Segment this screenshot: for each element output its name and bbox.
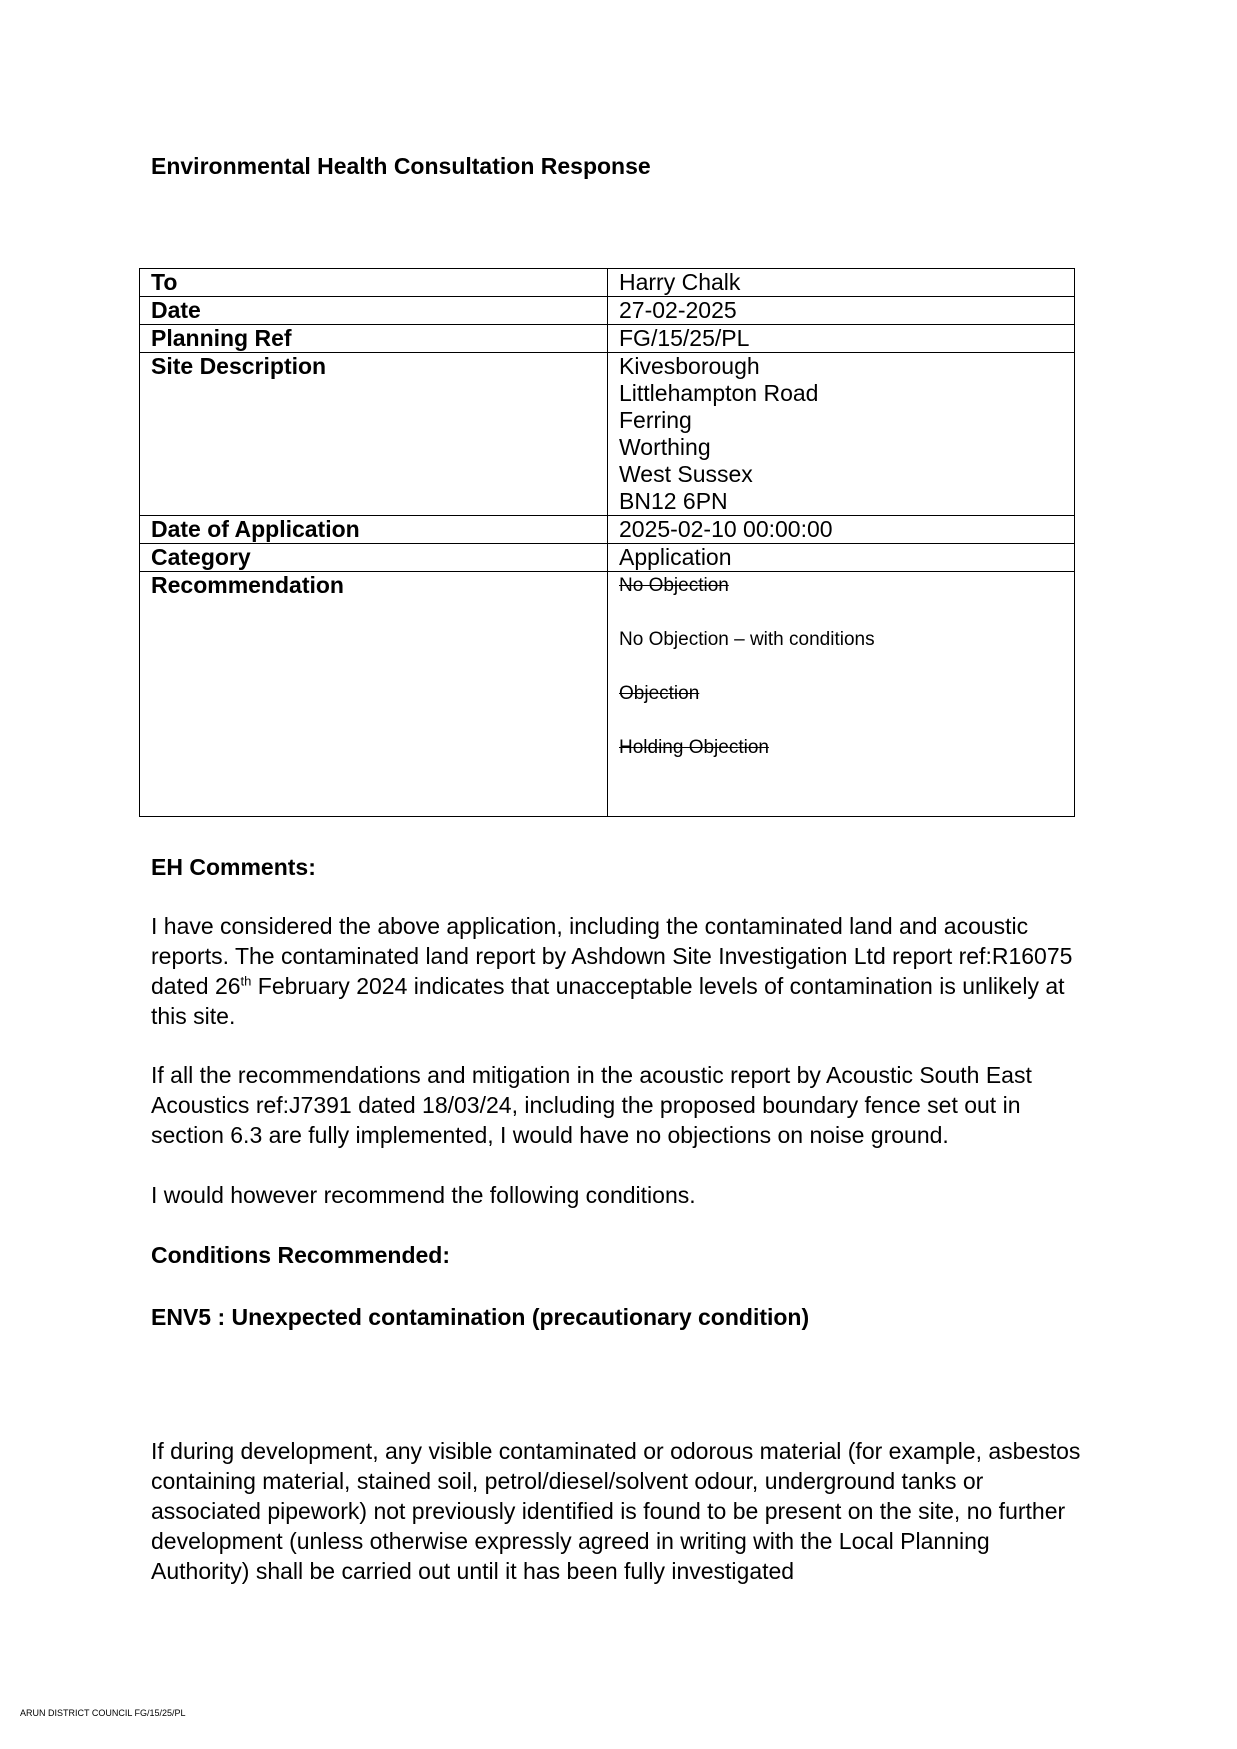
address-line: Worthing: [619, 434, 711, 460]
table-row: [140, 325, 1075, 353]
site-description-value: [608, 353, 1075, 516]
table-row: [140, 572, 1075, 817]
planning-ref-label: Planning Ref: [140, 325, 608, 353]
address-line: Kivesborough: [619, 353, 760, 379]
table-row: [140, 297, 1075, 325]
page-footer: ARUN DISTRICT COUNCIL FG/15/25/PL: [20, 1708, 186, 1718]
comment-paragraph: If all the recommendations and mitigation in the acoustic report by Acoustic South East Acoustics ref:J7391 dated 18/03/24, including the proposed boundary fence set out in section 6.3 are fully implemented, I would have no objections on noise ground.: [151, 1062, 1032, 1148]
address-line: BN12 6PN: [619, 488, 728, 514]
to-label: To: [140, 269, 608, 297]
comment-paragraph: I would however recommend the following conditions.: [151, 1182, 696, 1208]
date-value: 27-02-2025: [608, 297, 1075, 325]
recommendation-option: No Objection: [619, 575, 729, 596]
eh-comments-heading: EH Comments:: [151, 854, 316, 880]
recommendation-option: Objection: [619, 683, 700, 704]
site-description-label: Site Description: [140, 353, 608, 516]
recommendation-options: [608, 572, 1075, 817]
address-line: Littlehampton Road: [619, 380, 819, 406]
env5-heading: ENV5 : Unexpected contamination (precautionary condition): [151, 1304, 810, 1330]
conditions-heading: Conditions Recommended:: [151, 1242, 451, 1268]
address-line: West Sussex: [619, 461, 753, 487]
comment-text-part: I have considered the above application, including the contaminated land and acoustic reports. The contaminated land report by Ashdown Site Investigation Ltd report ref:R16075 dated 26: [151, 913, 1073, 999]
address-line: Ferring: [619, 407, 692, 433]
planning-ref-value: FG/15/25/PL: [608, 325, 1075, 353]
to-value: Harry Chalk: [608, 269, 1075, 297]
category-label: Category: [140, 544, 608, 572]
table-row: [140, 516, 1075, 544]
ordinal-suffix: th: [240, 973, 252, 989]
recommendation-option-selected: No Objection – with conditions: [619, 629, 875, 650]
recommendation-option: Holding Objection: [619, 737, 769, 758]
application-details-table: [139, 268, 1075, 817]
category-value: Application: [608, 544, 1075, 572]
comment-paragraph: [151, 911, 1081, 1031]
condition-paragraph: If during development, any visible contaminated or odorous material (for example, asbestos containing material, stained soil, petrol/diesel/solvent odour, underground tanks or associated pipework) not previously identified is found to be present on the site, no further development (unless otherwise expressly agreed in writing with the Local Planning Authority) shall be carried out until it has been fully investigated: [151, 1438, 1081, 1584]
table-row: [140, 544, 1075, 572]
date-label: Date: [140, 297, 608, 325]
comment-text-part: February 2024 indicates that unacceptable levels of contamination is unlikely at this site.: [151, 973, 1065, 1029]
date-of-application-label: Date of Application: [140, 516, 608, 544]
table-row: [140, 269, 1075, 297]
table-row: [140, 353, 1075, 516]
document-title: Environmental Health Consultation Response: [151, 153, 651, 179]
recommendation-label: Recommendation: [140, 572, 608, 817]
date-of-application-value: 2025-02-10 00:00:00: [608, 516, 1075, 544]
